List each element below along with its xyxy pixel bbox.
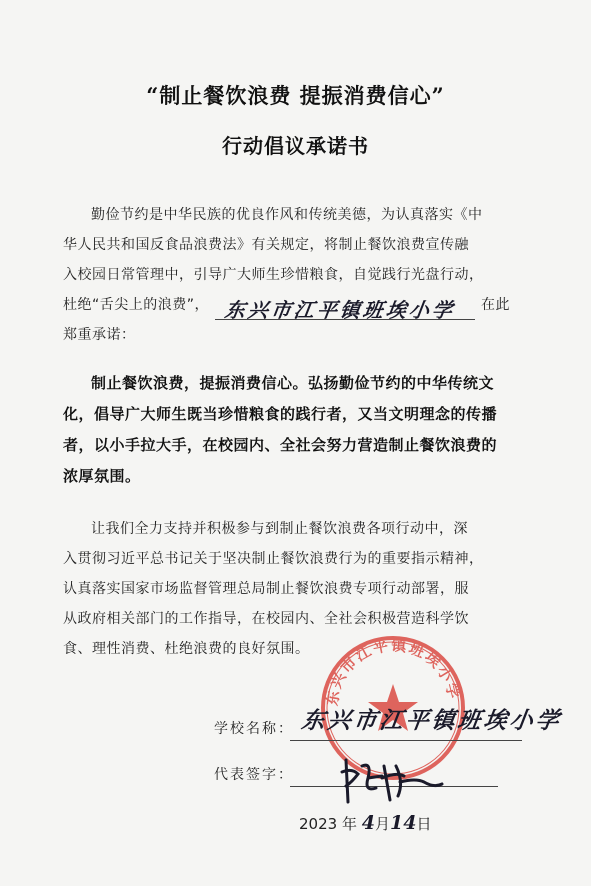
school-name-blank: [215, 297, 475, 320]
paragraph-line: 浓厚氛围。: [63, 467, 141, 485]
paragraph-line-with-blank: [63, 290, 528, 320]
paragraph-line: 从政府相关部门的工作指导，在校园内、全社会积极营造科学饮: [63, 611, 469, 627]
paragraph-line: 郑重承诺：: [63, 327, 136, 343]
seal-text: 东兴市江平镇班埃小学: [323, 636, 464, 708]
document-title-line2: 行动倡议承诺书: [222, 134, 369, 158]
paragraph-line: 入校园日常管理中，引导广大师生珍惜粮食，自觉践行光盘行动，: [63, 267, 484, 283]
date-year-suffix: 年: [341, 815, 357, 833]
paragraph-line: 化，倡导广大师生既当珍惜粮食的践行者，又当文明理念的传播: [63, 405, 498, 423]
paragraph-line: 华人民共和国反食品浪费法》有关规定，将制止餐饮浪费宣传融: [63, 237, 469, 253]
date-month-handwritten: 4: [361, 812, 375, 834]
paragraph-line: 勤俭节约是中华民族的优良作风和传统美德，为认真落实《中: [91, 207, 483, 223]
school-name-label: 学校名称：: [214, 721, 294, 737]
date-day-suffix: 日: [416, 815, 432, 833]
date-year: 2023: [299, 815, 338, 833]
blank-suffix-text: 在此: [481, 297, 511, 313]
date-month-suffix: 月: [375, 815, 391, 833]
blank-prefix-text: 杜绝“舌尖上的浪费”，: [63, 297, 210, 313]
signing-date: [299, 812, 431, 834]
handwritten-school-name: 东兴市江平镇班埃小学: [299, 707, 564, 734]
paragraph-line: 制止餐饮浪费，提振消费信心。弘扬勤俭节约的中华传统文: [91, 374, 495, 392]
handwritten-signature: [338, 752, 448, 812]
paragraph-line: 认真落实国家市场监督管理总局制止餐饮浪费专项行动部署，服: [63, 581, 469, 597]
school-name-underline: [290, 740, 522, 741]
handwritten-school-name-inline: 东兴市江平镇班埃小学: [223, 298, 457, 322]
document-title-line1: “制止餐饮浪费 提振消费信心”: [146, 83, 445, 108]
paragraph-line: 入贯彻习近平总书记关于坚决制止餐饮浪费行为的重要指示精神，: [63, 551, 484, 567]
paragraph-line: 食、理性消费、杜绝浪费的良好氛围。: [63, 641, 310, 657]
date-day-handwritten: 14: [390, 812, 417, 834]
representative-signature-label: 代表签字：: [214, 767, 294, 783]
paragraph-1: [63, 200, 528, 350]
paragraph-line: 让我们全力支持并积极参与到制止餐饮浪费各项行动中，深: [91, 521, 468, 537]
paragraph-2-commitment: [63, 368, 528, 492]
paragraph-line: 者，以小手拉大手，在校园内、全社会努力营造制止餐饮浪费的: [63, 436, 498, 454]
